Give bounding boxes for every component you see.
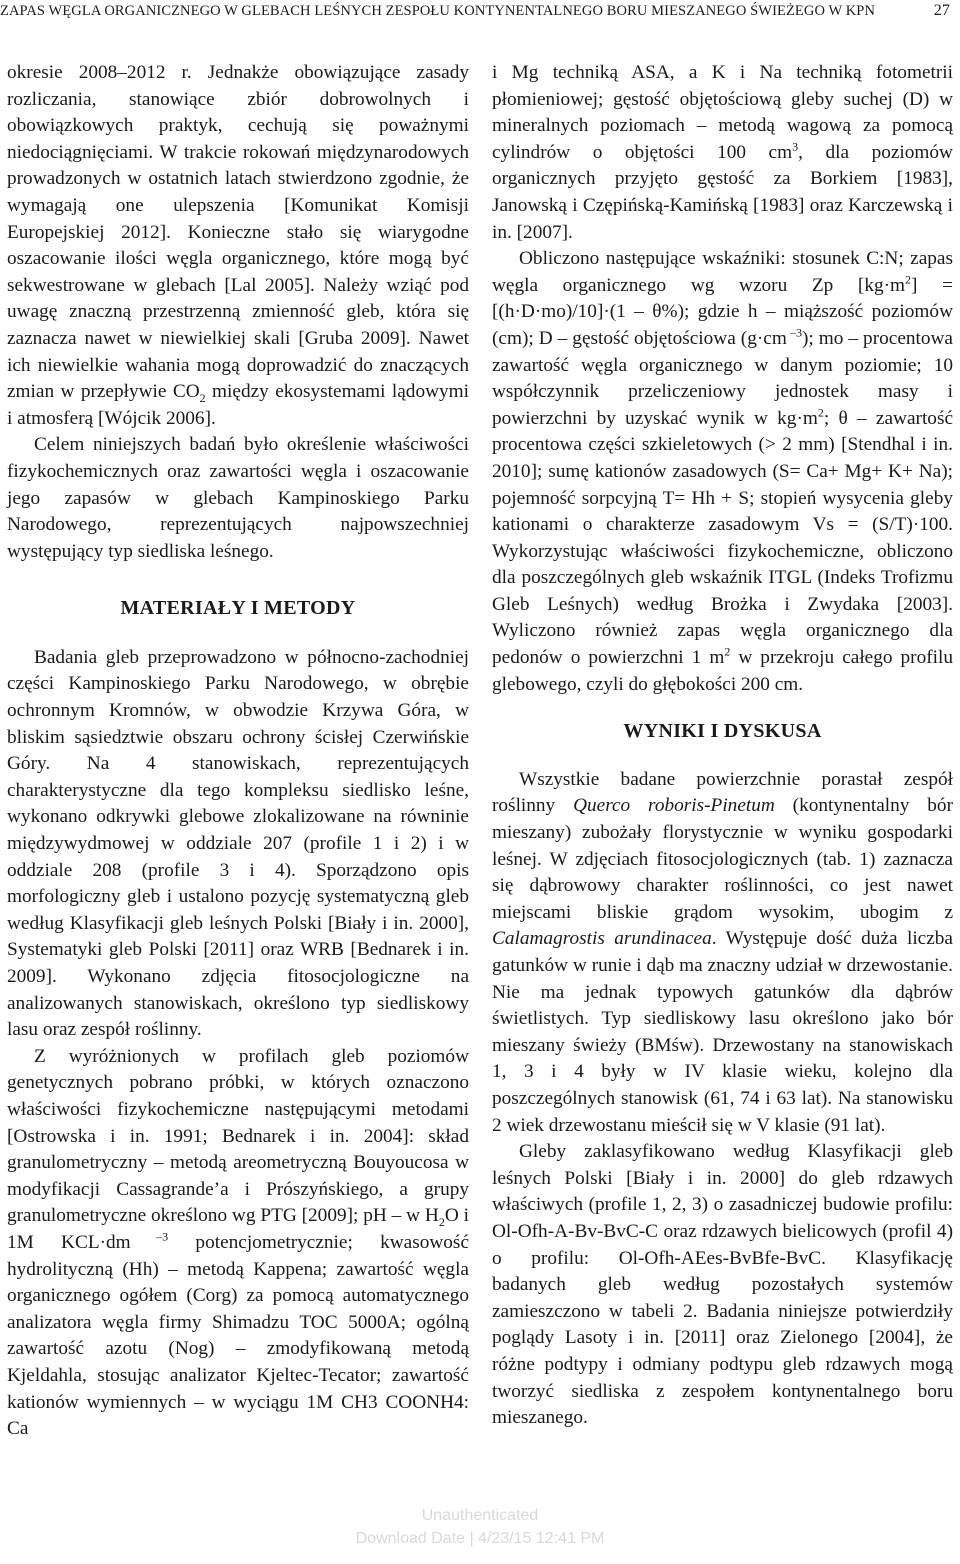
paragraph-intro-continuation: okresie 2008–2012 r. Jednakże obowiązujące zasady rozliczania, stanowiące zbiór dobrowolnych i obowiązkowych praktyk, cechują się poważnymi niedociągnięciami. W trakcie rokowań międzynarodowych prowadzonych w ostatnich latach stwierdzono zgodnie, że wymagają one ulepszenia [Komunikat Komisji Europejskiej 2012]. Konieczne stało się wiarygodne oszacowanie ilości węgla organicznego, które mogą być sekwestrowane w glebach [Lal 2005]. Należy wziąć pod uwagę znaczną przestrzenną zmienność gleb, która się zaznacza nawet w niewielkiej skali [Gruba 2009]. Nawet ich niewielkie wahania mogą doprowadzić do znaczących zmian w przepływie $CO_2$ między ekosystemami lądowymi i atmosferą [Wójcik 2006].	[7, 62, 470, 429]
paragraph-aim: Celem niniejszych badań było określenie właściwości fizykochemicznych oraz zawartości węgla i oszacowanie jego zapasów w glebach Kampinoskiego Parku Narodowego, reprezentujących najpowszechniej występujący typ siedliska leśnego.	[7, 434, 469, 562]
paragraph-vegetation: Wszystkie badane powierzchnie porastał zespół roślinny Querco roboris-Pinetum (kontynentalny bór mieszany) zubożały florystycznie w wyniku gospodarki leśnej. W zdjęciach fitosocjologicznych (tab. 1) zaznacza się dąbrowowy charakter roślinności, co jest nawet miejscami bliskie grądom wysokim, ubogim z Calamagrostis arundinacea. Występuje dość duża liczba gatunków w runie i dąb ma znaczny udział w drzewostanie. Nie ma jednak typowych gatunków dla dąbrów świetlistych. Typ siedliskowy lasu określono jako bór mieszany świeży (BMśw). Drzewostany na stanowiskach 1, 3 i 4 były w IV klasie wieku, kolejno dla poszczególnych stanowisk (61, 74 i 63 lat). Na stanowisku 2 wiek drzewostanu mieścił się w V klasie (91 lat).	[492, 768, 953, 1136]
section-heading-results: WYNIKI I DYSKUSA	[623, 720, 822, 743]
paragraph-methods-continuation: i Mg techniką ASA, a K i Na techniką fotometrii płomieniowej; gęstość objętościową gleby suchej (D) w mineralnych poziomach – metodą wagową za pomocą cylindrów o objętości 100 $cm^3$, dla poziomów organicznych przyjęto gęstość za Borkiem [1983], Janowską i Czępińską-Kamińską [1983] oraz Karczewską i in. [2007].	[492, 62, 953, 243]
paragraph-study-area: Badania gleb przeprowadzono w północno-zachodniej części Kampinoskiego Parku Narodowego, w obrębie ochronnym Kromnów, w obwodzie Krzywa Góra, w bliskim sąsiedztwie obszaru ochrony ścisłej Czerwińskie Góry. Na 4 stanowiskach, reprezentujących charakterystyczne dla tego kompleksu siedlisko leśne, wykonano odkrywki glebowe zlokalizowane na równinie międzywydmowej w oddziale 207 (profile 1 i 2) i w oddziale 208 (profile 3 i 4). Sporządzono opis morfologiczny gleb i ustalono pozycję systematyczną gleb według Klasyfikacji gleb leśnych Polski [Biały i in. 2000], Systematyki gleb Polski [2011] oraz WRB [Bednarek i in. 2009]. Wykonano zdjęcia fitosocjologiczne na analizowanych stanowiskach, określono typ siedliskowy lasu oraz zespół roślinny.	[7, 646, 469, 1041]
left-column	[7, 60, 469, 1443]
paragraph-indices: Obliczono następujące wskaźniki: stosunek C:N; zapas węgla organicznego wg wzoru Zp $[kg\cdot m^2] = [(h\cdot D\cdot mo)/10]\cdot(1 - \theta\%)$; gdzie h – miąższość poziomów (cm); D – gęstość objętościowa (g·cm $^{-3}$); mo – procentowa zawartość węgla organicznego w danym poziomie; 10 współczynnik przeliczeniowy jednostek masy i powierzchni by uzyskać wynik w $kg\cdot m^2$; θ – zawartość procentowa części szkieletowych (> 2 mm) [Stendhal i in. 2010]; sumę kationów zasadowych (S= Ca+ Mg+ K+ Na); pojemność sorpcyjną T= Hh + S; stopień wysycenia gleby kationami o charakterze zasadowym Vs = (S/T)·100. Wykorzystując właściwości fizykochemiczne, obliczono dla poszczególnych gleb wskaźnik ITGL (Indeks Trofizmu Gleb Leśnych) według Brożka i Zwydaka [2003]. Wyliczono również zapas węgla organicznego dla pedonów o powierzchni 1 $m^2$ w przekroju całego profilu glebowego, czyli do głębokości 200 cm.	[492, 248, 954, 695]
watermark-line-1: Unauthenticated	[421, 1507, 539, 1524]
watermark-line-2: Download Date | 4/23/15 12:41 PM	[355, 1530, 605, 1547]
right-column	[492, 60, 953, 1432]
paragraph-methods: Z wyróżnionych w profilach gleb poziomów genetycznych pobrano próbki, w których oznaczono właściwości fizykochemiczne następującymi metodami [Ostrowska i in. 1991; Bednarek i in. 2004]: skład granulometryczny – metodą areometryczną Bouyoucosa w modyfikacji Cassagrande’a i Prószyńskiego, a grupy granulometryczne określono wg PTG [2009]; pH – w $H_2O$ i 1M KCL·dm $^{-3}$ potencjometrycznie; kwasowość hydrolityczną (Hh) – metodą Kappena; zawartość węgla organicznego ogółem (Corg) za pomocą automatycznego analizatora węgla firmy Shimadzu TOC 5000A; ogólną zawartość azotu (Nog) – zmodyfikowaną metodą Kjeldahla, stosując analizator Kjeltec-Tecator; zawartość kationów wymiennych – w wyciągu 1M CH3 COONH4: Ca	[7, 1045, 469, 1440]
running-title: ZAPAS WĘGLA ORGANICZNEGO W GLEBACH LEŚNYCH ZESPOŁU KONTYNENTALNEGO BORU MIESZANEGO ŚWIEŻEGO W KPN	[0, 3, 876, 19]
page-number: 27	[933, 2, 950, 19]
paragraph-soil-classification: Gleby zaklasyfikowano według Klasyfikacji gleb leśnych Polski [Biały i in. 2000] do gleb rdzawych właściwych (profile 1, 2, 3) o zasadniczej budowie profilu: Ol-Ofh-A-Bv-BvC-C oraz rdzawych bielicowych (profil 4) o profilu: Ol-Ofh-AEes-BvBfe-BvC. Klasyfikację badanych gleb według pozostałych systemów zamieszczono w tabeli 2. Badania niniejsze potwierdziły poglądy Lasoty i in. [2011] oraz Zielonego [2004], że różne podtypy i odmiany podtypu gleb rdzawych mogą tworzyć siedliska z zespołem kontynentalnego boru mieszanego.	[492, 1141, 953, 1429]
section-heading-methods: MATERIAŁY I METODY	[120, 597, 356, 620]
